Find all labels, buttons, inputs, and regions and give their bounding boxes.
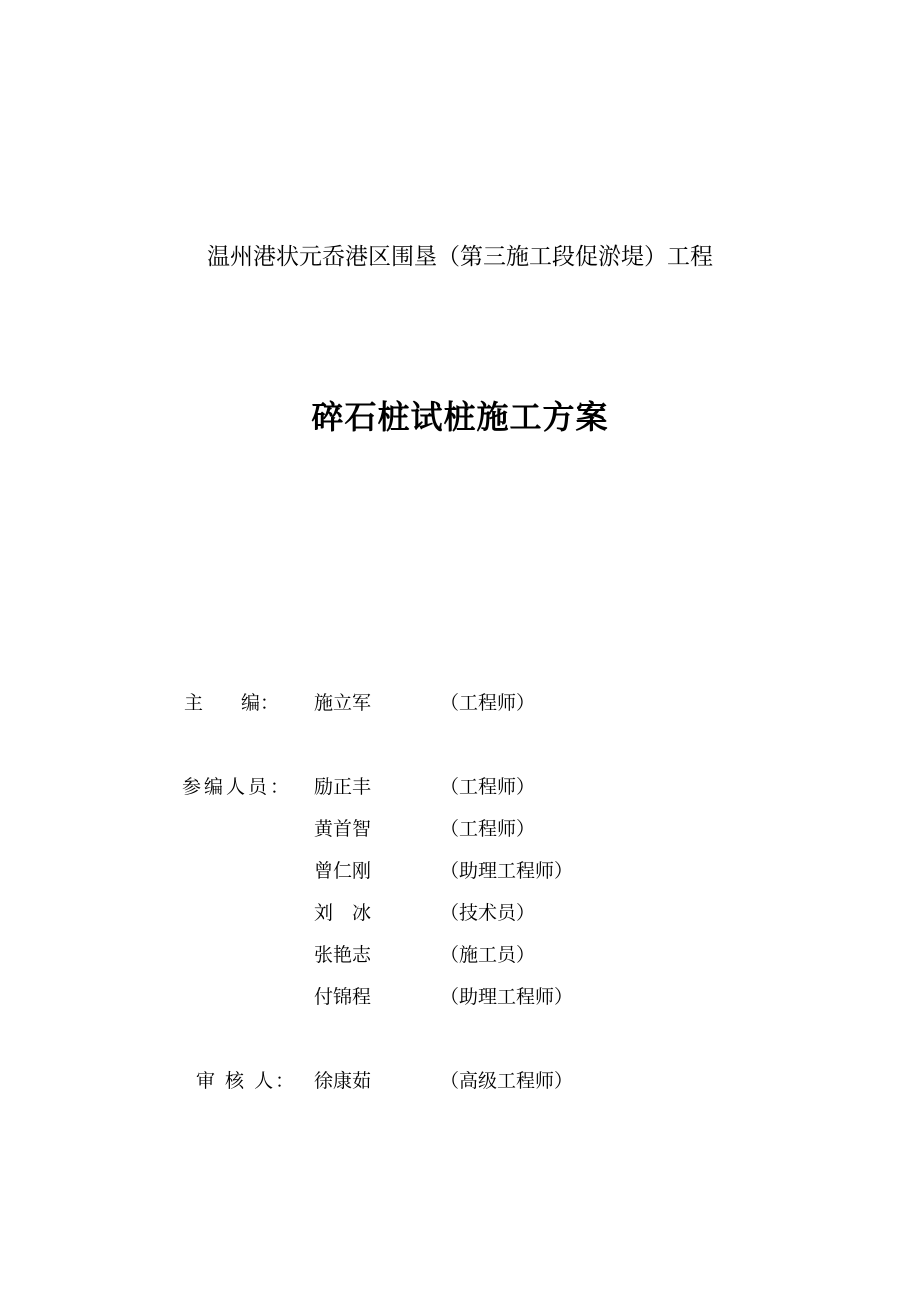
contributor-row xyxy=(0,814,920,844)
contributor-row xyxy=(0,772,920,802)
contributor-title: （助理工程师） xyxy=(440,860,574,882)
chief-editor-row xyxy=(0,688,920,718)
chief-editor-title: （工程师） xyxy=(440,692,536,714)
chief-editor-name: 施立军 xyxy=(314,692,372,714)
contributor-name: 曾仁刚 xyxy=(314,860,372,882)
contributor-name: 黄首智 xyxy=(314,818,372,840)
contributor-row xyxy=(0,898,920,928)
contributor-row xyxy=(0,982,920,1012)
contributor-name: 励正丰 xyxy=(314,776,372,798)
reviewer-row xyxy=(0,1066,920,1096)
project-title: 温州港状元岙港区围垦（第三施工段促淤堤）工程 xyxy=(207,244,713,270)
document-title: 碎石桩试桩施工方案 xyxy=(311,398,609,436)
contributor-title: （技术员） xyxy=(440,902,536,924)
contributor-name: 刘 冰 xyxy=(314,902,372,924)
contributor-title: （工程师） xyxy=(440,818,536,840)
contributor-row xyxy=(0,856,920,886)
contributor-title: （施工员） xyxy=(440,944,536,966)
reviewer-role: 审 核 人： xyxy=(196,1070,297,1092)
contributor-title: （工程师） xyxy=(440,776,536,798)
contributor-name: 张艳志 xyxy=(314,944,372,966)
reviewer-name: 徐康茹 xyxy=(314,1070,372,1092)
contributor-title: （助理工程师） xyxy=(440,986,574,1008)
contributor-name: 付锦程 xyxy=(314,986,372,1008)
chief-editor-role: 主 编： xyxy=(184,692,280,714)
contributors-role: 参编人员： xyxy=(182,776,293,798)
contributor-row xyxy=(0,940,920,970)
reviewer-title: （高级工程师） xyxy=(440,1070,574,1092)
